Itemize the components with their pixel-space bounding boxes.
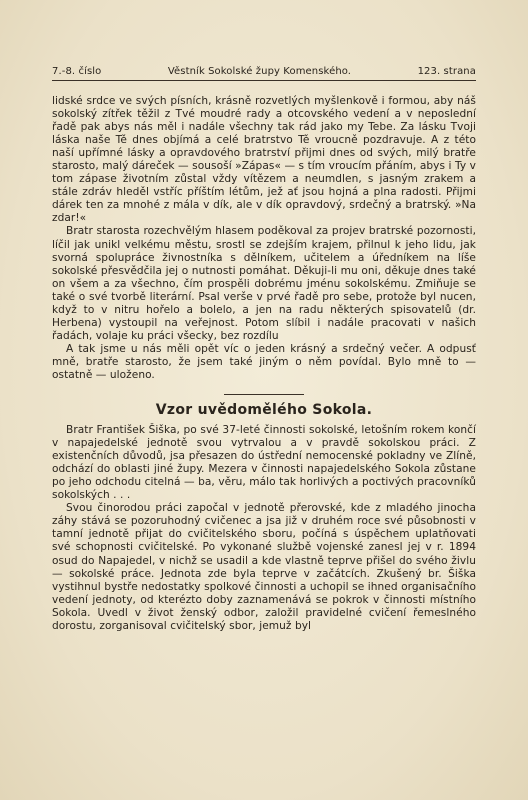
article2-title: Vzor uvědomělého Sokola.: [155, 402, 373, 419]
article1-paragraph-1: lidské srdce ve svých písních, krásně rozvetlých myšlenkově i formou, aby náš sokolský zítřek těžil z Tvé moudré rady a otcovského vedení a v neposlední řadě pak abys nás měl i nadále všechny tak rád jako my Tebe. Za lásku Tvoji láska naše Tě dnes objímá a celé bratrstvo Tě vroucně pozdravuje. A z této naší upřímné lásky a opravdového bratrství přijmi dnes od svých, milý bratře starosto, malý dáreček — sousoší »Zápas« — s tím vroucím přáním, abys i Ty v tom zápase životním zůstal vždy vítězem a neumdlen, s jasným zrakem a stále zdráv hleděl vstříc příštím létům, jež ať jsou hojná a plna radosti. Přijmi dárek ten za mnohé z mála v dík, ale v dík opravdový, srdečný a bratrský. »Na zdar!«: [52, 95, 476, 225]
article2-paragraph-1: Bratr František Šiška, po své 37-leté činnosti sokolské, letošním rokem končí v napajedelské jednotě svou vytrvalou a v pravdě sokolskou práci. Z existenčních důvodů, jsa přesazen do ústřední nemocenské pokladny ve Zlíně, odchází do oblasti jiné župy. Mezera v činnosti napajedelského Sokola zůstane po jeho odchodu citelná — ba, věru, málo tak horlivých a poctivých pracovníků sokolských . . .: [52, 424, 476, 502]
article1-paragraph-2: Bratr starosta rozechvělým hlasem poděkoval za projev bratrské pozornosti, líčil jak unikl velkému městu, srostl se zdejším krajem, přilnul k jeho lidu, jak svorná spolupráce živnostníka s dělníkem, učitelem a úředníkem na líše sokolské přesvědčila jej o nutnosti pomáhat. Děkuji-li mu oni, děkuje dnes také on všem a za všechno, čím prospěli dobrému jménu sokolskému. Zmiňuje se také o své tvorbě literární. Psal verše v prvé řadě pro sebe, protože byl nucen, když to v nitru hořelo a bolelo, a jen na radu některých spisovatelů (dr. Herbena) vystoupil na veřejnost. Potom slíbil i nadále pracovati v našich řadách, volaje ku práci všecky, bez rozdílu: [52, 225, 476, 342]
journal-title: Věstník Sokolské župy Komenského.: [167, 66, 352, 77]
running-header: [52, 66, 476, 81]
page-content: [52, 95, 476, 633]
article1-paragraph-3: A tak jsme u nás měli opět víc o jeden krásný a srdečný večer. A odpusť mně, bratře starosto, že jsem také jiným o něm povídal. Bylo mně to — ostatně — uloženo.: [52, 342, 476, 381]
article2-paragraph-2: Svou činorodou práci započal v jednotě přerovské, kde z mladého jinocha záhy stává se pozoruhodný cvičenec a jsa již v druhém roce své působnosti v tamní jednotě přijat do cvičitelského sboru, počíná s úspěchem uplatňovati své schopnosti cvičitelské. Po vykonané službě vojenské zanesl jej v r. 1894 osud do Napajedel, v nichž se usadil a kde vlastně teprve přišel do svého živlu — sokolské práce. Jednota zde byla teprve v začátcích. Zkušený br. Šiška vystihnul bystře nedostatky spolkové činnosti a uchopil se ihned organisačního vedení jednoty, od kterézto doby zaznamenává se pokrok v činnosti místního Sokola. Uvedl v život ženský odbor, založil pravidelné cvičení řemeslného dorostu, zorganisoval cvičitelský sbor, jemuž byl: [52, 502, 476, 632]
page-number: 123. strana: [417, 66, 476, 77]
section-divider: [224, 394, 304, 395]
issue-number: 7.-8. číslo: [52, 66, 102, 77]
